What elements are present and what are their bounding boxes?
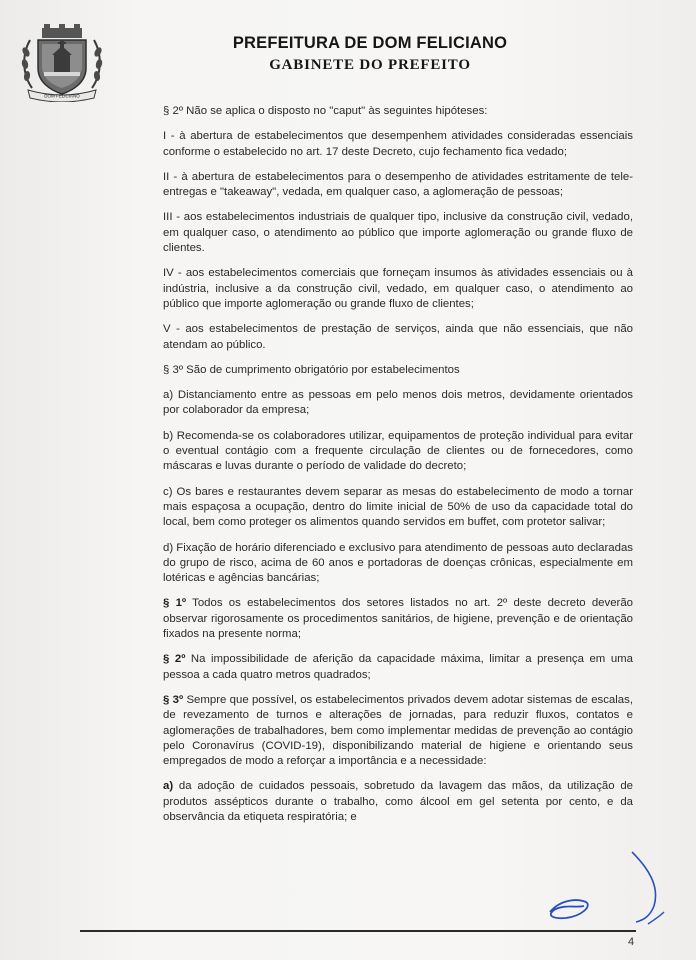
paragraph: d) Fixação de horário diferenciado e exclusivo para atendimento de pessoas auto declaradas do grupo de risco, acima de 60 anos e portadoras de doenças crônicas, especialmente em lotéricas e agências bancárias; (163, 541, 633, 585)
crest-scroll-text: DOM FELICIANO (44, 93, 80, 99)
paragraph: II - à abertura de estabelecimentos para o desempenho de atividades estritamente de tele-entregas e "takeaway", vedada, em qualquer caso, a aglomeração de pessoas; (163, 170, 633, 199)
paragraph: a) da adoção de cuidados pessoais, sobretudo da lavagem das mãos, da utilização de produtos assépticos durante o trabalho, como álcool em gel setenta por cento, e da observância da etiqueta respiratória; e (163, 780, 633, 823)
paragraph: V - aos estabelecimentos de prestação de serviços, ainda que não essenciais, que não atendam ao público. (163, 323, 633, 351)
page-number: 4 (628, 936, 635, 948)
paragraph: IV - aos estabelecimentos comerciais que forneçam insumos às atividades essenciais ou à indústria, inclusive a da construção civil, vedado, em qualquer caso, o atendimento ao público que importe aglomeração ou grande fluxo de clientes; (163, 267, 633, 310)
handwritten-signature-icon (536, 846, 676, 930)
paragraph: § 3º Sempre que possível, os estabelecimentos privados devem adotar sistemas de escalas, de revezamento de turnos e alterações de jornadas, para reduzir fluxos, contatos e aglomerações de trabalhadores, bem como implementar medidas de prevenção ao contágio pelo Coronavírus (COVID-19), disponibilizando material de higiene e orientando seus empregados de modo a reforçar a importância e a necessidade: (163, 693, 633, 768)
footer-rule (80, 930, 636, 932)
paragraph: § 2º Na impossibilidade de aferição da capacidade máxima, limitar a presença em uma pessoa a cada quatro metros quadrados; (163, 653, 633, 681)
paragraph: III - aos estabelecimentos industriais de qualquer tipo, inclusive da construção civil, vedado, em qualquer caso, o atendimento ao público que importe aglomeração ou grande fluxo de clientes. (163, 211, 633, 255)
paragraph: I - à abertura de estabelecimentos que desempenhem atividades consideradas essenciais conforme o estabelecido no art. 17 deste Decreto, cujo fechamento fica vedado; (163, 130, 633, 158)
paragraph: § 2º Não se aplica o disposto no "caput" às seguintes hipóteses: (163, 105, 488, 117)
paragraph: a) Distanciamento entre as pessoas em pelo menos dois metros, devidamente orientados por colaborador da empresa; (163, 389, 633, 417)
header-title: PREFEITURA DE DOM FELICIANO (232, 34, 508, 52)
paragraph: § 3º São de cumprimento obrigatório por estabelecimentos (163, 363, 460, 376)
decree-body (163, 104, 633, 835)
municipal-coat-of-arms-icon (18, 22, 106, 102)
paragraph: § 1º Todos os estabelecimentos dos setores listados no art. 2º deste decreto deverão observar rigorosamente os procedimentos sanitários, de higiene, prevenção e de orientação fixados na presente norma; (163, 597, 633, 641)
document-header (150, 34, 590, 74)
paragraph: c) Os bares e restaurantes devem separar as mesas do estabelecimento de modo a tornar mais espaçosa a ocupação, dentro do limite inicial de 50% de uso da capacidade total do local, bem como proteger os alimentos quando servidos em buffet, com protetor salivar; (163, 485, 633, 529)
header-subtitle: GABINETE DO PREFEITO (269, 57, 471, 73)
paragraph: b) Recomenda-se os colaboradores utilizar, equipamentos de proteção individual para evitar o eventual contágio com a frequente circulação de clientes ou de fornecedores, como máscaras e luvas durante o período de validade do decreto; (163, 429, 633, 473)
